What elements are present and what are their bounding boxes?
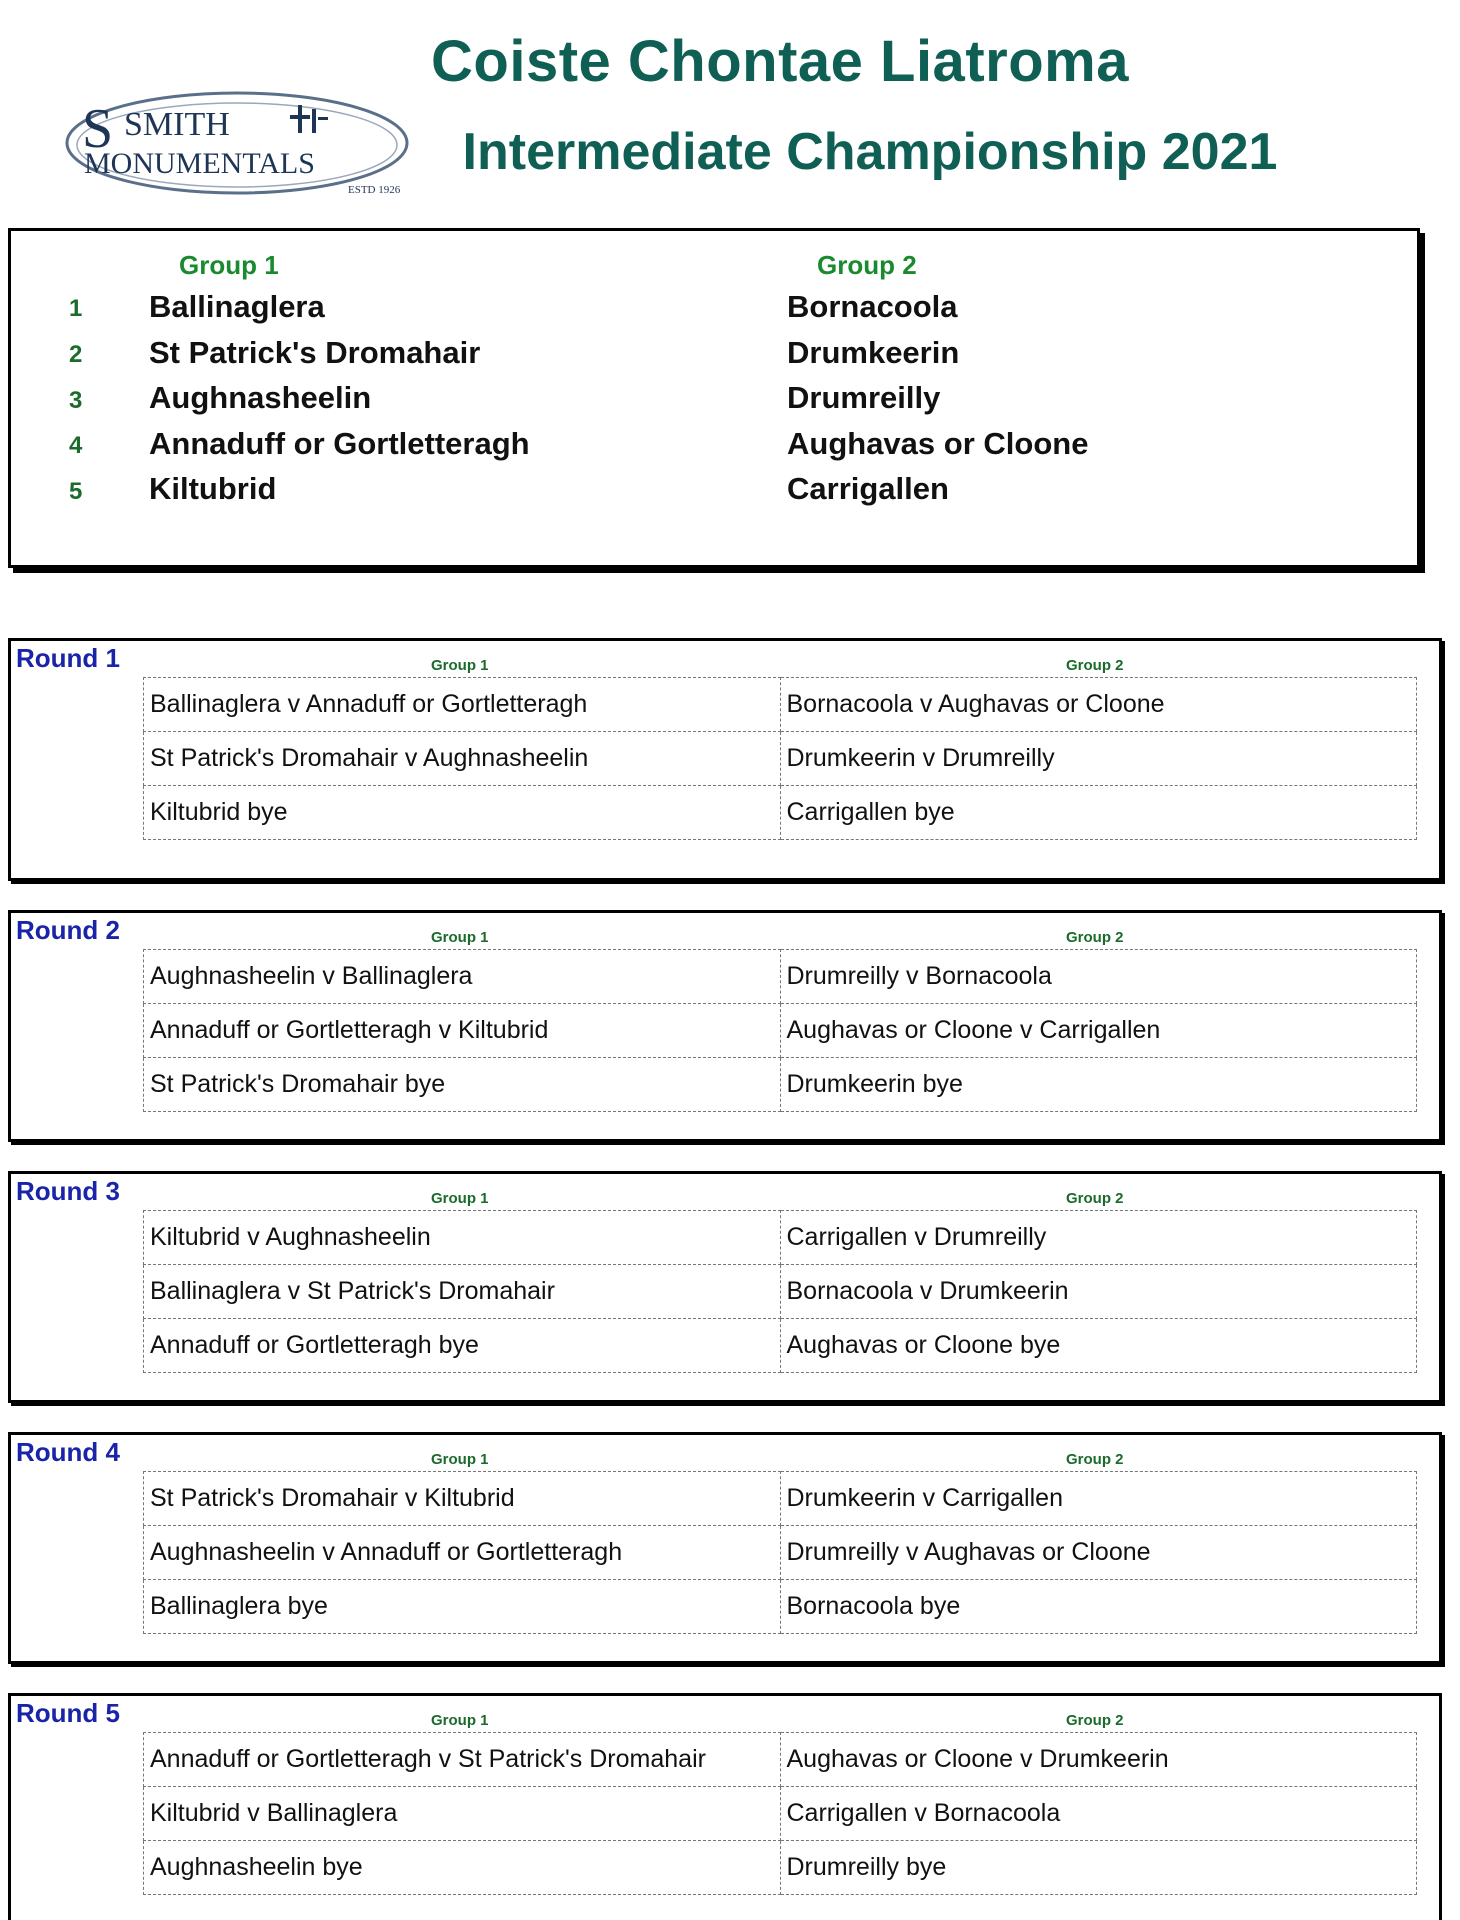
group2-fixture: Carrigallen v Drumreilly <box>780 1211 1417 1265</box>
round-label: Round 3 <box>16 1176 120 1206</box>
round-label: Round 5 <box>16 1698 120 1728</box>
fixture-row <box>144 786 1417 840</box>
group1-fixture: Aughnasheelin bye <box>144 1841 781 1895</box>
group2-fixture: Bornacoola v Drumkeerin <box>780 1265 1417 1319</box>
group1-fixture: Kiltubrid v Aughnasheelin <box>144 1211 781 1265</box>
fixtures-table <box>143 1210 1417 1373</box>
fixture-row <box>144 732 1417 786</box>
group2-heading: Group 2 <box>817 250 917 280</box>
group2-fixture: Aughavas or Cloone v Carrigallen <box>780 1004 1417 1058</box>
group1-fixture: Annaduff or Gortletteragh bye <box>144 1319 781 1373</box>
group1-fixture: St Patrick's Dromahair bye <box>144 1058 781 1112</box>
round-group2-heading: Group 2 <box>1066 1451 1124 1468</box>
group1-fixture: Kiltubrid bye <box>144 786 781 840</box>
group2-fixture: Drumreilly v Aughavas or Cloone <box>780 1526 1417 1580</box>
group1-fixture: Annaduff or Gortletteragh v St Patrick's Dromahair <box>144 1733 781 1787</box>
fixture-row <box>144 1733 1417 1787</box>
group1-fixture: St Patrick's Dromahair v Kiltubrid <box>144 1472 781 1526</box>
round-group1-heading: Group 1 <box>431 1712 489 1729</box>
fixtures-table <box>143 677 1417 840</box>
group1-team: Ballinaglera <box>149 289 325 324</box>
fixture-row <box>144 1787 1417 1841</box>
fixture-row <box>144 1265 1417 1319</box>
round-4-panel <box>8 1432 1442 1664</box>
logo-ellipse-graphic <box>62 85 432 205</box>
round-group1-heading: Group 1 <box>431 929 489 946</box>
group1-fixture: Ballinaglera v St Patrick's Dromahair <box>144 1265 781 1319</box>
group2-team: Drumreilly <box>787 380 941 415</box>
fixture-row <box>144 1058 1417 1112</box>
fixture-row <box>144 1841 1417 1895</box>
group1-fixture: St Patrick's Dromahair v Aughnasheelin <box>144 732 781 786</box>
group2-fixture: Drumkeerin v Drumreilly <box>780 732 1417 786</box>
group2-fixture: Drumkeerin bye <box>780 1058 1417 1112</box>
logo-line2: MONUMENTALS <box>84 147 315 180</box>
group1-heading: Group 1 <box>179 250 279 280</box>
group2-fixture: Drumkeerin v Carrigallen <box>780 1472 1417 1526</box>
fixtures-table <box>143 1732 1417 1895</box>
fixture-row <box>144 1526 1417 1580</box>
row-number: 3 <box>69 387 83 414</box>
group2-fixture: Carrigallen bye <box>780 786 1417 840</box>
group1-fixture: Aughnasheelin v Annaduff or Gortletteragh <box>144 1526 781 1580</box>
fixture-row <box>144 1580 1417 1634</box>
group1-fixture: Ballinaglera bye <box>144 1580 781 1634</box>
group1-fixture: Annaduff or Gortletteragh v Kiltubrid <box>144 1004 781 1058</box>
fixture-row <box>144 1004 1417 1058</box>
row-number: 2 <box>69 341 83 368</box>
fixture-row <box>144 1211 1417 1265</box>
group2-fixture: Bornacoola bye <box>780 1580 1417 1634</box>
round-label: Round 4 <box>16 1437 120 1467</box>
group1-fixture: Kiltubrid v Ballinaglera <box>144 1787 781 1841</box>
row-number: 5 <box>69 478 83 505</box>
group2-team: Drumkeerin <box>787 335 960 370</box>
round-group1-heading: Group 1 <box>431 657 489 674</box>
fixture-row <box>144 1319 1417 1373</box>
fixtures-table <box>143 1471 1417 1634</box>
group1-fixture: Ballinaglera v Annaduff or Gortletteragh <box>144 678 781 732</box>
group1-fixture: Aughnasheelin v Ballinaglera <box>144 950 781 1004</box>
group2-fixture: Bornacoola v Aughavas or Cloone <box>780 678 1417 732</box>
group1-team: St Patrick's Dromahair <box>149 335 481 370</box>
group2-fixture: Aughavas or Cloone bye <box>780 1319 1417 1373</box>
round-group1-heading: Group 1 <box>431 1190 489 1207</box>
page-title: Coiste Chontae Liatroma <box>431 29 1129 94</box>
logo-estd: ESTD 1926 <box>348 184 401 196</box>
row-number: 1 <box>69 295 83 322</box>
round-5-panel <box>8 1693 1442 1920</box>
groups-panel <box>8 228 1420 568</box>
round-3-panel <box>8 1171 1442 1403</box>
group1-team: Kiltubrid <box>149 471 277 506</box>
round-1-panel <box>8 638 1442 881</box>
group1-team: Annaduff or Gortletteragh <box>149 426 530 461</box>
sponsor-logo <box>62 85 432 205</box>
fixtures-table <box>143 949 1417 1112</box>
group2-fixture: Drumreilly bye <box>780 1841 1417 1895</box>
round-label: Round 1 <box>16 643 120 673</box>
logo-line1: SMITH <box>124 106 230 143</box>
group2-fixture: Aughavas or Cloone v Drumkeerin <box>780 1733 1417 1787</box>
fixture-row <box>144 678 1417 732</box>
group2-fixture: Drumreilly v Bornacoola <box>780 950 1417 1004</box>
group2-team: Aughavas or Cloone <box>787 426 1089 461</box>
round-label: Round 2 <box>16 915 120 945</box>
group2-fixture: Carrigallen v Bornacoola <box>780 1787 1417 1841</box>
fixture-row <box>144 950 1417 1004</box>
round-group2-heading: Group 2 <box>1066 1712 1124 1729</box>
group2-team: Bornacoola <box>787 289 958 324</box>
round-group1-heading: Group 1 <box>431 1451 489 1468</box>
row-number: 4 <box>69 432 83 459</box>
round-group2-heading: Group 2 <box>1066 657 1124 674</box>
round-group2-heading: Group 2 <box>1066 929 1124 946</box>
group2-team: Carrigallen <box>787 471 949 506</box>
page-subtitle: Intermediate Championship 2021 <box>462 123 1278 181</box>
group1-team: Aughnasheelin <box>149 380 372 415</box>
logo-s-letter: S <box>82 98 114 160</box>
round-group2-heading: Group 2 <box>1066 1190 1124 1207</box>
round-2-panel <box>8 910 1442 1142</box>
fixture-row <box>144 1472 1417 1526</box>
